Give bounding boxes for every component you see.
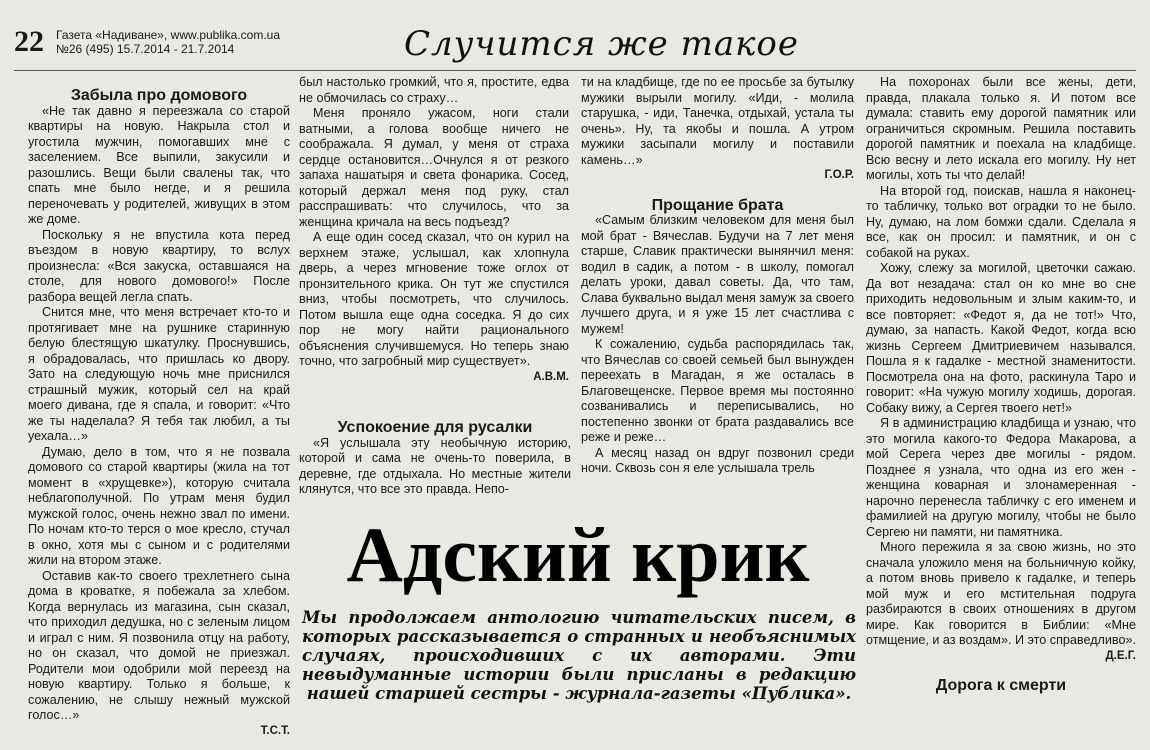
rubric-title: Случится же такое: [404, 24, 800, 64]
article-zabyla: [28, 88, 290, 739]
paragraph: На похоронах были все жены, дети, правда, плакала только я. И потом все думала: ставить ему дорогой памятник или ограничиться скромным. Решила поставить дорогой памятник и поехала на кладбище. Всю весну и лето искала его могилу. Ну нет могилы, хоть ты что делай!: [866, 75, 1136, 182]
article-signature: Д.Е.Г.: [1105, 649, 1136, 662]
article-signature: Т.С.Т.: [260, 724, 290, 737]
feature-title: Адский крик: [346, 511, 810, 598]
paragraph: Поскольку я не впустила кота перед въездом в новую квартиру, то вслух произнесла: «Вся закуска, оставшаяся на столе, для нового домового!» После разбора вещей легла спать.: [28, 227, 290, 304]
article-uspokoenie-continued: [581, 75, 854, 477]
publication-name: Газета «Надиване», www.publika.com.ua: [56, 28, 281, 42]
paragraph: А месяц назад он вдруг позвонил среди ночи. Сквозь сон я еле услышала трель: [581, 445, 854, 475]
page-number: 22: [14, 25, 44, 58]
paragraph: Я в администрацию кладбища и узнаю, что это могила какого-то Федора Макарова, а мой Серега через две могилы - рядом. Позднее я узнала, что одна из его жен - женщина коварная и злонамеренная - нарочно перенесла табличку с его именем и фамилией на другую могилу, чтобы не было Сергею ни памяти, ни памятника.: [866, 416, 1136, 539]
article-title: Забыла про домового: [70, 87, 248, 104]
paragraph: Много пережила я за свою жизнь, но это сначала уложило меня на больничную койку, а потом вновь привело к гадалке, и теперь мой муж и его мстительная подруга разбираются в своих отношениях в другом мире. Как говорится в Библии: «Мне отмщение, и аз воздам». И это справедливо».: [866, 540, 1136, 647]
paragraph: А еще один сосед сказал, что он курил на верхнем этаже, услышал, как хлопнула дверь, а через мгновение тоже оглох от пронзительного крика. Он тут же спустился вниз, чтобы посмотреть, что случилось. Потом вышла еще одна соседка. Я до сих пор не могу найти рационального объяснения случившемуся. Но теперь знаю точно, что загробный мир существует».: [299, 230, 569, 368]
article-continued: [299, 75, 569, 385]
paragraph: «Самым близким человеком для меня был мой брат - Вячеслав. Будучи на 7 лет меня старше, Славик практически вынянчил меня: водил в садик, а потом - в школу, помогал делать уроки, давал советы. Да, что там, Слава буквально выдал меня замуж за своего лучшего друга, и я уже 15 лет счастлива с мужем!: [581, 213, 854, 336]
article-title: Прощание брата: [651, 196, 784, 214]
paragraph: «Не так давно я переезжала со старой квартиры на новую. Накрыла стол и угостила мужчин, помогавших мне с заселением. Все выпили, закусили и разошлись. Вещи были свалены так, что спать мне было негде, и я решила переночевать у родителей, живущих в этом же доме.: [28, 103, 290, 226]
paragraph: Думаю, дело в том, что я не позвала домового со старой квартиры (жила на тот момент в «хрущевке»), которую считала неблагополучной. По утрам меня будил мужской голос, очень нежно звал по имени. По ночам кто-то терся о мое кресло, стучал в окно, хотя мы с сыном и с родителями жили на втором этаже.: [28, 444, 290, 567]
header-rule: [14, 70, 1136, 71]
paragraph: ти на кладбище, где по ее просьбе за бутылку мужики вырыли могилу. «Иди, - молила старушка, - иди, Танечка, отдыхай, устала ты очень». Ну, та якобы и пошла. А утром мужики засыпали могилу и поставили камень…»: [581, 75, 854, 167]
paragraph: Хожу, слежу за могилой, цветочки сажаю. Да вот незадача: стал он ко мне во сне приходить недовольным и злым каким-то, и все повторяет: «Федот я, да не тот!» Что, думаю, за напасть. Какой Федот, когда всю жизнь Сергеем Дмитриевичем назывался. Пошла я к гадалке - местной знаменитости. Посмотрела она на фото, раскинула Таро и говорит: «На чужую могилу ходишь, дорогая. Собаку вижу, а Сергея твоего нет!»: [866, 261, 1136, 415]
paragraph: Меня проняло ужасом, ноги стали ватными, а голова вообще ничего не соображала. Я думал, у меня от страха сердце остановится…Очнулся я от резкого запаха нашатыря и света фонарика. Сосед, который держал меня под руку, стал расспрашивать: что случилось, что за женщина кричала на весь подъезд?: [299, 106, 569, 229]
paragraph: «Я услышала эту необычную историю, которой и сама не очень-то поверила, в деревне, где отдыхала. Но местные жители клянутся, что все это правда. Непо-: [299, 435, 571, 496]
page-header: [14, 26, 1134, 76]
paragraph: На второй год, поискав, нашла я наконец-то табличку, только вот оградки то не было. Ну, думаю, на лом бомжи сдали. Сделала я все, как он просил: и памятник, и он с собакой на руках.: [866, 183, 1136, 260]
next-article-title: Дорога к смерти: [935, 677, 1067, 694]
article-uspokoenie: [299, 420, 571, 498]
paragraph: Снится мне, что меня встречает кто-то и протягивает мне на рушнике старинную белую блестящую шкатулку. Проснувшись, я обрадовалась, что пришлась ко двору. Зато на следующую ночь мне приснился страшный мужик, который сел на край моего дивана, где я спала, и говорит: «Что же ты наделала? Я тебя так любил, а ты уехала…»: [28, 305, 290, 443]
paragraph: был настолько громкий, что я, простите, едва не обмочилась со страху…: [299, 75, 569, 105]
paragraph: К сожалению, судьба распорядилась так, что Вячеслав со своей семьей был вынужден переехать в Магадан, я же осталась в Благовещенске. Первое время мы постоянно созванивались и переписывались, но постепенно звонки от брата раздавались все реже и реже…: [581, 337, 854, 444]
article-signature: А.В.М.: [533, 370, 569, 383]
issue-info: №26 (495) 15.7.2014 - 21.7.2014: [56, 42, 235, 56]
feature-lead: Мы продолжаем антологию читательских писем, в которых рассказывается о странных и необъяснимых случаях, происходивших с их авторами. Эти невыдуманные истории были присланы в редакцию нашей старшей сестры - журнала-газеты «Публика».: [302, 608, 856, 703]
article-signature: Г.О.Р.: [824, 169, 854, 181]
article-title: Успокоение для русалки: [337, 419, 533, 436]
article-funeral: [866, 75, 1136, 694]
paragraph: Оставив как-то своего трехлетнего сына дома в кроватке, я побежала за хлебом. Когда вернулась из магазина, сын сказал, что приходил дедушка, но с зеленым лицом и играл с ним. Я позвонила отцу на работу, но он сказал, что домой не приезжал. Родители мои одобрили мой переезд на новую квартиру. Только я больше, к сожалению, не слышу нежный мужской голос…»: [28, 568, 290, 722]
publication-info: [56, 28, 280, 56]
